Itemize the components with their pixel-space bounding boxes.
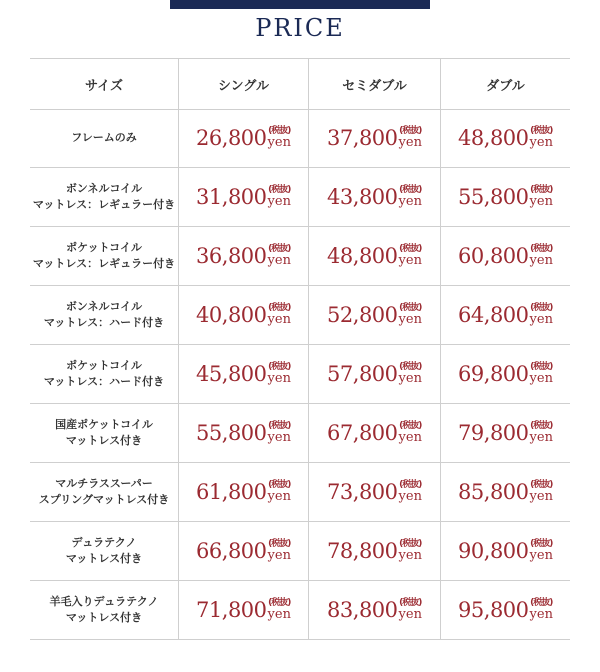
- price-suffix: [399, 185, 422, 208]
- price-cell-single: [178, 580, 308, 639]
- price-cell-double: [440, 285, 570, 344]
- price-value: 36,800: [196, 243, 267, 268]
- price-value: 61,800: [196, 479, 267, 504]
- row-label-cell: [30, 226, 178, 285]
- price-suffix: [530, 539, 553, 562]
- price-cell-semi-double: [308, 521, 440, 580]
- price-cell-double: [440, 462, 570, 521]
- currency-unit: yen: [398, 371, 422, 386]
- row-label-line: マットレス：ハード付き: [43, 315, 165, 329]
- price-value: 85,800: [458, 479, 529, 504]
- price-cell-semi-double: [308, 403, 440, 462]
- price-value: 57,800: [327, 361, 398, 386]
- table-row: [30, 285, 570, 345]
- price-suffix: [530, 126, 553, 149]
- price: [458, 185, 553, 209]
- price: [327, 480, 422, 504]
- row-label-line: 国産ポケットコイル: [55, 417, 153, 431]
- price: [196, 598, 291, 622]
- tax-note: (税抜): [399, 421, 422, 431]
- row-label-cell: [30, 462, 178, 521]
- row-label-line: マットレス：レギュラー付き: [32, 256, 176, 270]
- price-value: 55,800: [196, 420, 267, 445]
- row-label-line: デュラテクノ: [71, 535, 137, 549]
- row-label-line: 羊毛入りデュラテクノ: [49, 594, 159, 608]
- table-row: [30, 226, 570, 286]
- tax-note: (税抜): [399, 185, 422, 195]
- table-row: [30, 108, 570, 168]
- price-suffix: [530, 185, 553, 208]
- price-value: 90,800: [458, 538, 529, 563]
- currency-unit: yen: [267, 430, 291, 445]
- currency-unit: yen: [398, 548, 422, 563]
- row-label-cell: [30, 403, 178, 462]
- tax-note: (税抜): [268, 362, 291, 372]
- price-cell-semi-double: [308, 344, 440, 403]
- row-label-line: マルチラススーパー: [55, 476, 153, 490]
- price-suffix: [530, 598, 553, 621]
- table-row: [30, 403, 570, 463]
- row-label-line: マットレス付き: [65, 610, 143, 624]
- table-row: [30, 344, 570, 404]
- row-label-cell: [30, 167, 178, 226]
- currency-unit: yen: [398, 135, 422, 150]
- price-suffix: [399, 303, 422, 326]
- currency-unit: yen: [267, 135, 291, 150]
- price-value: 52,800: [327, 302, 398, 327]
- price: [327, 421, 422, 445]
- price: [458, 421, 553, 445]
- currency-unit: yen: [529, 430, 553, 445]
- header-semi-double-label: セミダブル: [342, 78, 407, 94]
- price-cell-double: [440, 403, 570, 462]
- row-label-line: マットレス付き: [65, 433, 143, 447]
- currency-unit: yen: [529, 312, 553, 327]
- tax-note: (税抜): [399, 244, 422, 254]
- row-label-line: スプリングマットレス付き: [38, 492, 170, 506]
- tax-note: (税抜): [268, 126, 291, 136]
- price: [327, 539, 422, 563]
- price-table: [30, 58, 570, 641]
- row-label: [44, 358, 164, 390]
- table-row: [30, 462, 570, 522]
- price-suffix: [268, 126, 291, 149]
- price-value: 43,800: [327, 184, 398, 209]
- price-suffix: [530, 362, 553, 385]
- row-label-cell: [30, 580, 178, 639]
- price-suffix: [530, 303, 553, 326]
- price-suffix: [399, 362, 422, 385]
- price-value: 73,800: [327, 479, 398, 504]
- currency-unit: yen: [398, 607, 422, 622]
- currency-unit: yen: [267, 489, 291, 504]
- currency-unit: yen: [529, 489, 553, 504]
- price-suffix: [530, 244, 553, 267]
- price: [458, 598, 553, 622]
- price-value: 83,800: [327, 597, 398, 622]
- price-cell-single: [178, 108, 308, 167]
- price-suffix: [268, 421, 291, 444]
- price: [458, 480, 553, 504]
- price-cell-double: [440, 344, 570, 403]
- header-double-label: ダブル: [486, 78, 525, 94]
- price-suffix: [268, 598, 291, 621]
- currency-unit: yen: [529, 371, 553, 386]
- header-single-label: シングル: [217, 78, 270, 94]
- price-cell-single: [178, 344, 308, 403]
- tax-note: (税抜): [268, 244, 291, 254]
- currency-unit: yen: [398, 253, 422, 268]
- currency-unit: yen: [267, 312, 291, 327]
- row-label-cell: [30, 285, 178, 344]
- currency-unit: yen: [529, 253, 553, 268]
- price-value: 48,800: [327, 243, 398, 268]
- price: [196, 539, 291, 563]
- price-cell-semi-double: [308, 167, 440, 226]
- tax-note: (税抜): [399, 362, 422, 372]
- price-value: 95,800: [458, 597, 529, 622]
- row-label: [55, 417, 153, 449]
- currency-unit: yen: [267, 548, 291, 563]
- price: [327, 244, 422, 268]
- row-label-line: マットレス：ハード付き: [43, 374, 165, 388]
- price-suffix: [399, 421, 422, 444]
- price-cell-double: [440, 108, 570, 167]
- price-cell-semi-double: [308, 285, 440, 344]
- row-label: [71, 130, 137, 146]
- table-row: [30, 580, 570, 640]
- currency-unit: yen: [529, 135, 553, 150]
- tax-note: (税抜): [530, 362, 553, 372]
- tax-note: (税抜): [399, 598, 422, 608]
- price-cell-single: [178, 403, 308, 462]
- currency-unit: yen: [398, 312, 422, 327]
- price: [196, 126, 291, 150]
- price-value: 45,800: [196, 361, 267, 386]
- currency-unit: yen: [267, 607, 291, 622]
- page-title: PRICE: [255, 14, 345, 42]
- price-suffix: [268, 185, 291, 208]
- price-suffix: [399, 539, 422, 562]
- header-size: [30, 59, 178, 109]
- price: [327, 185, 422, 209]
- price: [196, 480, 291, 504]
- price-value: 55,800: [458, 184, 529, 209]
- price: [196, 421, 291, 445]
- tax-note: (税抜): [268, 480, 291, 490]
- row-label-line: ボンネルコイル: [65, 181, 143, 195]
- price-cell-semi-double: [308, 462, 440, 521]
- price: [458, 244, 553, 268]
- price-value: 60,800: [458, 243, 529, 268]
- price-cell-single: [178, 285, 308, 344]
- currency-unit: yen: [529, 548, 553, 563]
- price: [196, 185, 291, 209]
- price-suffix: [530, 480, 553, 503]
- price: [458, 126, 553, 150]
- currency-unit: yen: [398, 430, 422, 445]
- price-suffix: [268, 362, 291, 385]
- tax-note: (税抜): [399, 126, 422, 136]
- price-suffix: [399, 480, 422, 503]
- currency-unit: yen: [398, 194, 422, 209]
- price-suffix: [399, 244, 422, 267]
- price-value: 69,800: [458, 361, 529, 386]
- header-semi-double: [308, 59, 440, 109]
- currency-unit: yen: [267, 371, 291, 386]
- tax-note: (税抜): [530, 421, 553, 431]
- price-cell-single: [178, 167, 308, 226]
- tax-note: (税抜): [268, 539, 291, 549]
- price-suffix: [268, 303, 291, 326]
- row-label: [33, 240, 175, 272]
- price-value: 37,800: [327, 125, 398, 150]
- price-cell-double: [440, 167, 570, 226]
- price-cell-double: [440, 521, 570, 580]
- row-label-line: フレームのみ: [71, 130, 137, 144]
- tax-note: (税抜): [268, 598, 291, 608]
- price-value: 67,800: [327, 420, 398, 445]
- price-value: 40,800: [196, 302, 267, 327]
- price-value: 66,800: [196, 538, 267, 563]
- price-cell-single: [178, 462, 308, 521]
- table-row: [30, 521, 570, 581]
- tax-note: (税抜): [530, 185, 553, 195]
- tax-note: (税抜): [268, 421, 291, 431]
- tax-note: (税抜): [530, 598, 553, 608]
- row-label-line: ポケットコイル: [66, 240, 142, 254]
- price-cell-semi-double: [308, 226, 440, 285]
- price-value: 79,800: [458, 420, 529, 445]
- tax-note: (税抜): [530, 480, 553, 490]
- price-suffix: [268, 244, 291, 267]
- price-value: 71,800: [196, 597, 267, 622]
- currency-unit: yen: [529, 194, 553, 209]
- tax-note: (税抜): [399, 539, 422, 549]
- price: [196, 303, 291, 327]
- row-label: [66, 535, 142, 567]
- row-label: [39, 476, 170, 508]
- tax-note: (税抜): [399, 480, 422, 490]
- price: [327, 362, 422, 386]
- price-cell-double: [440, 580, 570, 639]
- row-label: [49, 594, 158, 626]
- price-cell-semi-double: [308, 108, 440, 167]
- header-double: [440, 59, 570, 109]
- header-single: [178, 59, 308, 109]
- price-cell-semi-double: [308, 580, 440, 639]
- price-cell-double: [440, 226, 570, 285]
- price: [327, 303, 422, 327]
- price: [327, 126, 422, 150]
- tax-note: (税抜): [268, 303, 291, 313]
- row-label: [44, 299, 164, 331]
- price-cell-single: [178, 226, 308, 285]
- row-label-line: ポケットコイル: [66, 358, 142, 372]
- tax-note: (税抜): [399, 303, 422, 313]
- table-row: [30, 167, 570, 227]
- row-label-line: マットレス：レギュラー付き: [32, 197, 176, 211]
- row-label-cell: [30, 521, 178, 580]
- currency-unit: yen: [529, 607, 553, 622]
- row-label-line: マットレス付き: [65, 551, 143, 565]
- price-suffix: [268, 539, 291, 562]
- tax-note: (税抜): [530, 539, 553, 549]
- price-value: 26,800: [196, 125, 267, 150]
- price-suffix: [399, 598, 422, 621]
- currency-unit: yen: [398, 489, 422, 504]
- top-accent-bar: [170, 0, 430, 9]
- tax-note: (税抜): [530, 126, 553, 136]
- row-label: [33, 181, 175, 213]
- price: [458, 303, 553, 327]
- price-suffix: [530, 421, 553, 444]
- price-suffix: [399, 126, 422, 149]
- price-value: 31,800: [196, 184, 267, 209]
- currency-unit: yen: [267, 253, 291, 268]
- table-header-row: [30, 58, 570, 110]
- row-label-line: ボンネルコイル: [65, 299, 143, 313]
- price: [458, 539, 553, 563]
- price-value: 64,800: [458, 302, 529, 327]
- price: [458, 362, 553, 386]
- price-value: 48,800: [458, 125, 529, 150]
- price-value: 78,800: [327, 538, 398, 563]
- tax-note: (税抜): [268, 185, 291, 195]
- price-cell-single: [178, 521, 308, 580]
- tax-note: (税抜): [530, 244, 553, 254]
- price-suffix: [268, 480, 291, 503]
- row-label-cell: [30, 108, 178, 167]
- price: [196, 362, 291, 386]
- currency-unit: yen: [267, 194, 291, 209]
- tax-note: (税抜): [530, 303, 553, 313]
- row-label-cell: [30, 344, 178, 403]
- price: [327, 598, 422, 622]
- price: [196, 244, 291, 268]
- header-size-label: サイズ: [85, 78, 123, 94]
